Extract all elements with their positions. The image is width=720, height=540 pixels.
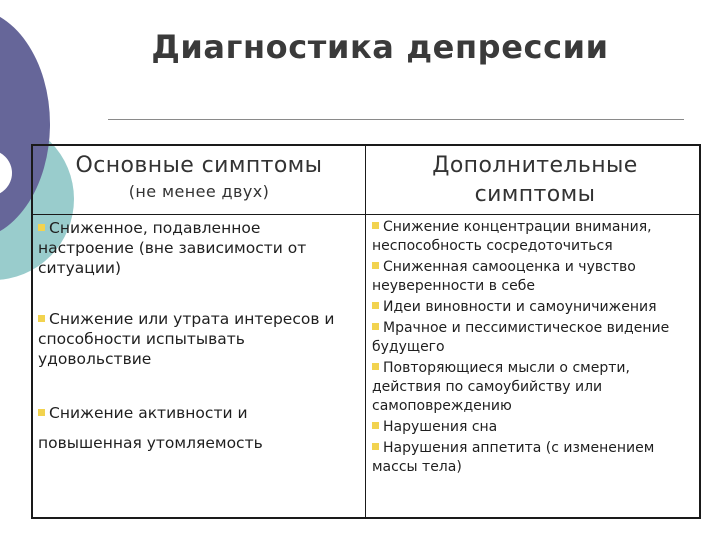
extra-symptom-item <box>372 298 702 317</box>
square-bullet-icon <box>372 443 379 450</box>
main-symptoms-header: Основные симптомы <box>75 153 323 178</box>
main-symptom-text: Снижение активности и повышенная утомляемость <box>38 404 263 452</box>
extra-symptom-item <box>372 439 702 477</box>
extra-symptom-text: Повторяющиеся мысли о смерти, действия по самоубийству или самоповреждению <box>372 360 630 414</box>
main-symptom-item <box>38 398 313 458</box>
extra-symptoms-list <box>372 218 702 479</box>
extra-symptom-text: Нарушения сна <box>383 419 498 435</box>
extra-symptom-item <box>372 359 702 416</box>
extra-symptom-item <box>372 418 702 437</box>
main-symptom-text: Сниженное, подавленное настроение (вне зависимости от ситуации) <box>38 219 307 277</box>
square-bullet-icon <box>372 262 379 269</box>
square-bullet-icon <box>38 224 45 231</box>
extra-symptom-text: Снижение концентрации внимания, неспособность сосредоточиться <box>372 219 652 254</box>
main-symptom-text: Снижение или утрата интересов и способности испытывать удовольствие <box>38 310 335 368</box>
square-bullet-icon <box>372 302 379 309</box>
square-bullet-icon <box>372 323 379 330</box>
square-bullet-icon <box>372 222 379 229</box>
header-divider <box>33 214 699 215</box>
main-symptom-item <box>38 309 358 369</box>
symptoms-table <box>31 144 701 519</box>
title-divider <box>108 119 684 120</box>
extra-symptom-item <box>372 218 702 256</box>
extra-symptom-text: Сниженная самооценка и чувство неуверенности в себе <box>372 259 636 294</box>
main-symptom-item <box>38 218 358 278</box>
square-bullet-icon <box>372 363 379 370</box>
square-bullet-icon <box>38 409 45 416</box>
extra-symptom-text: Идеи виновности и самоуничижения <box>383 299 657 315</box>
square-bullet-icon <box>38 315 45 322</box>
extra-symptom-item <box>372 319 702 357</box>
extra-symptom-text: Мрачное и пессимистическое видение будущего <box>372 320 670 355</box>
extra-symptom-text: Нарушения аппетита (с изменением массы тела) <box>372 440 655 475</box>
square-bullet-icon <box>372 422 379 429</box>
column-divider <box>365 146 366 517</box>
slide-title: Диагностика депрессии <box>151 28 609 66</box>
extra-symptom-item <box>372 258 702 296</box>
extra-symptoms-header: Дополнительные симптомы <box>432 153 638 207</box>
main-symptoms-subheader: (не менее двух) <box>128 182 270 201</box>
